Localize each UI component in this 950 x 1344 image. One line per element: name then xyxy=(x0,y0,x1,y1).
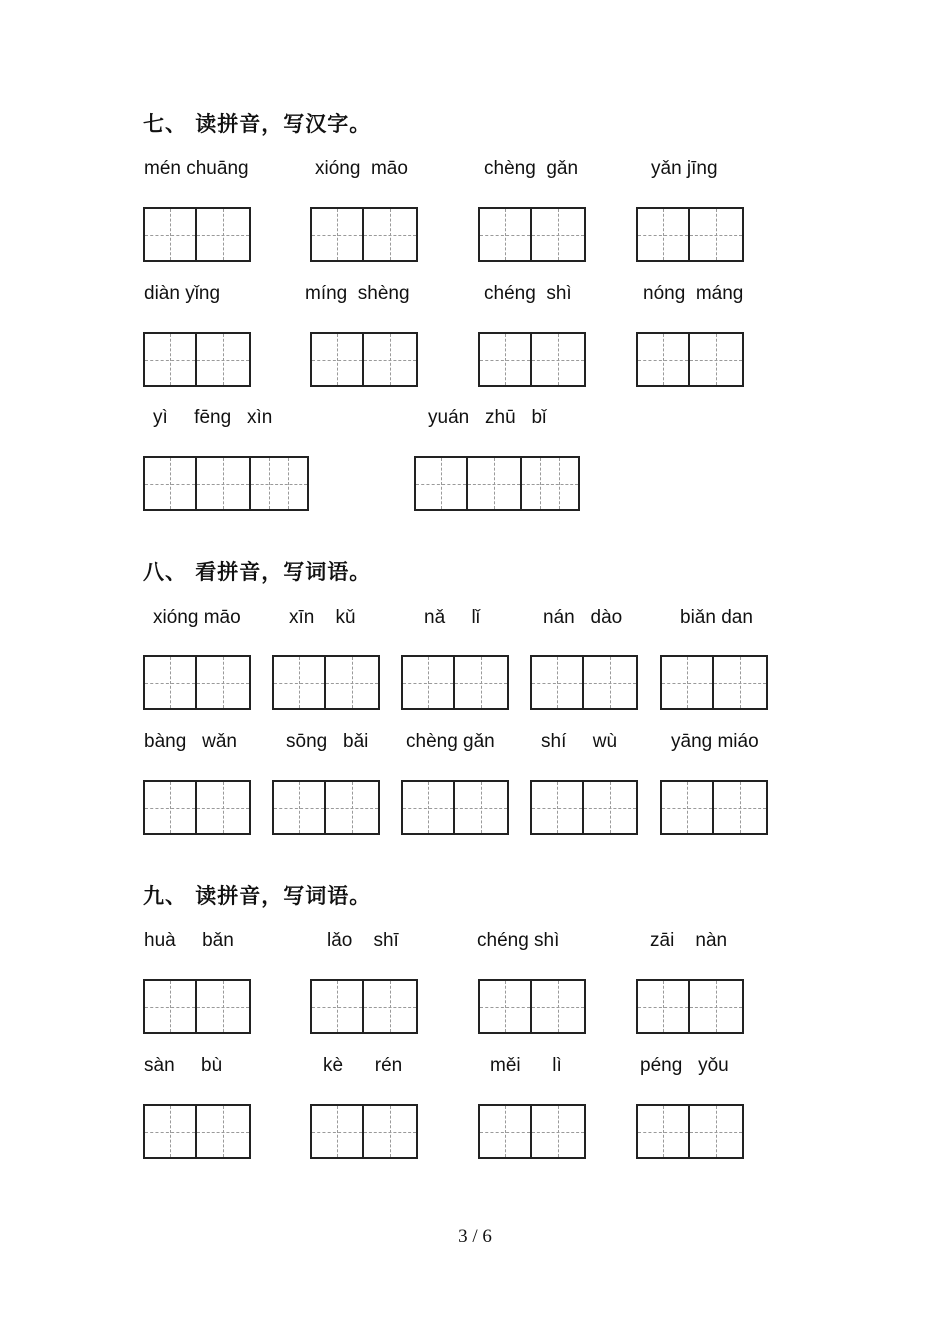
writing-grid[interactable] xyxy=(636,207,744,262)
pinyin-label: xīn kǔ xyxy=(289,607,356,628)
section-9-heading: 九、 读拼音，写词语。 xyxy=(143,883,372,908)
pinyin-label: chèng gǎn xyxy=(406,731,495,752)
page-number: 3 / 6 xyxy=(458,1226,492,1247)
section-7-heading: 七、 读拼音，写汉字。 xyxy=(143,111,372,136)
pinyin-label: lǎo shī xyxy=(327,930,399,951)
pinyin-label: nán dào xyxy=(543,607,623,628)
writing-grid[interactable] xyxy=(478,207,586,262)
writing-grid[interactable] xyxy=(636,979,744,1034)
writing-grid[interactable] xyxy=(143,332,251,387)
writing-grid[interactable] xyxy=(310,979,418,1034)
writing-grid[interactable] xyxy=(143,780,251,835)
pinyin-label: huà bǎn xyxy=(144,930,234,951)
pinyin-label: sàn bù xyxy=(144,1055,223,1076)
pinyin-label: míng shèng xyxy=(305,283,410,304)
writing-grid[interactable] xyxy=(636,332,744,387)
writing-grid[interactable] xyxy=(310,207,418,262)
pinyin-label: zāi nàn xyxy=(650,930,728,951)
writing-grid[interactable] xyxy=(272,780,380,835)
pinyin-label: yǎn jīng xyxy=(651,158,718,179)
writing-grid[interactable] xyxy=(143,655,251,710)
pinyin-label: mén chuāng xyxy=(144,158,249,179)
pinyin-label: nǎ lǐ xyxy=(424,607,480,628)
pinyin-label: bàng wǎn xyxy=(144,731,237,752)
section-8-heading: 八、 看拼音，写词语。 xyxy=(143,559,372,584)
pinyin-label: péng yǒu xyxy=(640,1055,729,1076)
writing-grid[interactable] xyxy=(530,655,638,710)
pinyin-label: yāng miáo xyxy=(671,731,759,752)
writing-grid[interactable] xyxy=(310,332,418,387)
pinyin-label: diàn yǐng xyxy=(144,283,221,304)
writing-grid[interactable] xyxy=(143,207,251,262)
writing-grid[interactable] xyxy=(310,1104,418,1159)
pinyin-label: měi lì xyxy=(490,1055,562,1076)
pinyin-label: xióng māo xyxy=(315,158,408,179)
writing-grid[interactable] xyxy=(660,780,768,835)
writing-grid[interactable] xyxy=(478,1104,586,1159)
writing-grid[interactable] xyxy=(660,655,768,710)
writing-grid[interactable] xyxy=(143,979,251,1034)
writing-grid[interactable] xyxy=(636,1104,744,1159)
pinyin-label: chéng shì xyxy=(484,283,572,304)
pinyin-label: biǎn dan xyxy=(680,607,753,628)
writing-grid[interactable] xyxy=(401,655,509,710)
pinyin-label: yì fēng xìn xyxy=(153,407,273,428)
pinyin-label: sōng bǎi xyxy=(286,731,369,752)
pinyin-label: nóng máng xyxy=(643,283,744,304)
pinyin-label: kè rén xyxy=(323,1055,403,1076)
pinyin-label: xióng māo xyxy=(153,607,241,628)
writing-grid[interactable] xyxy=(478,979,586,1034)
writing-grid[interactable] xyxy=(401,780,509,835)
pinyin-label: yuán zhū bǐ xyxy=(428,407,547,428)
writing-grid[interactable] xyxy=(143,1104,251,1159)
pinyin-label: chéng shì xyxy=(477,930,560,951)
writing-grid[interactable] xyxy=(143,456,309,511)
pinyin-label: shí wù xyxy=(541,731,618,752)
writing-grid[interactable] xyxy=(530,780,638,835)
writing-grid[interactable] xyxy=(272,655,380,710)
writing-grid[interactable] xyxy=(478,332,586,387)
writing-grid[interactable] xyxy=(414,456,580,511)
pinyin-label: chèng gǎn xyxy=(484,158,579,179)
